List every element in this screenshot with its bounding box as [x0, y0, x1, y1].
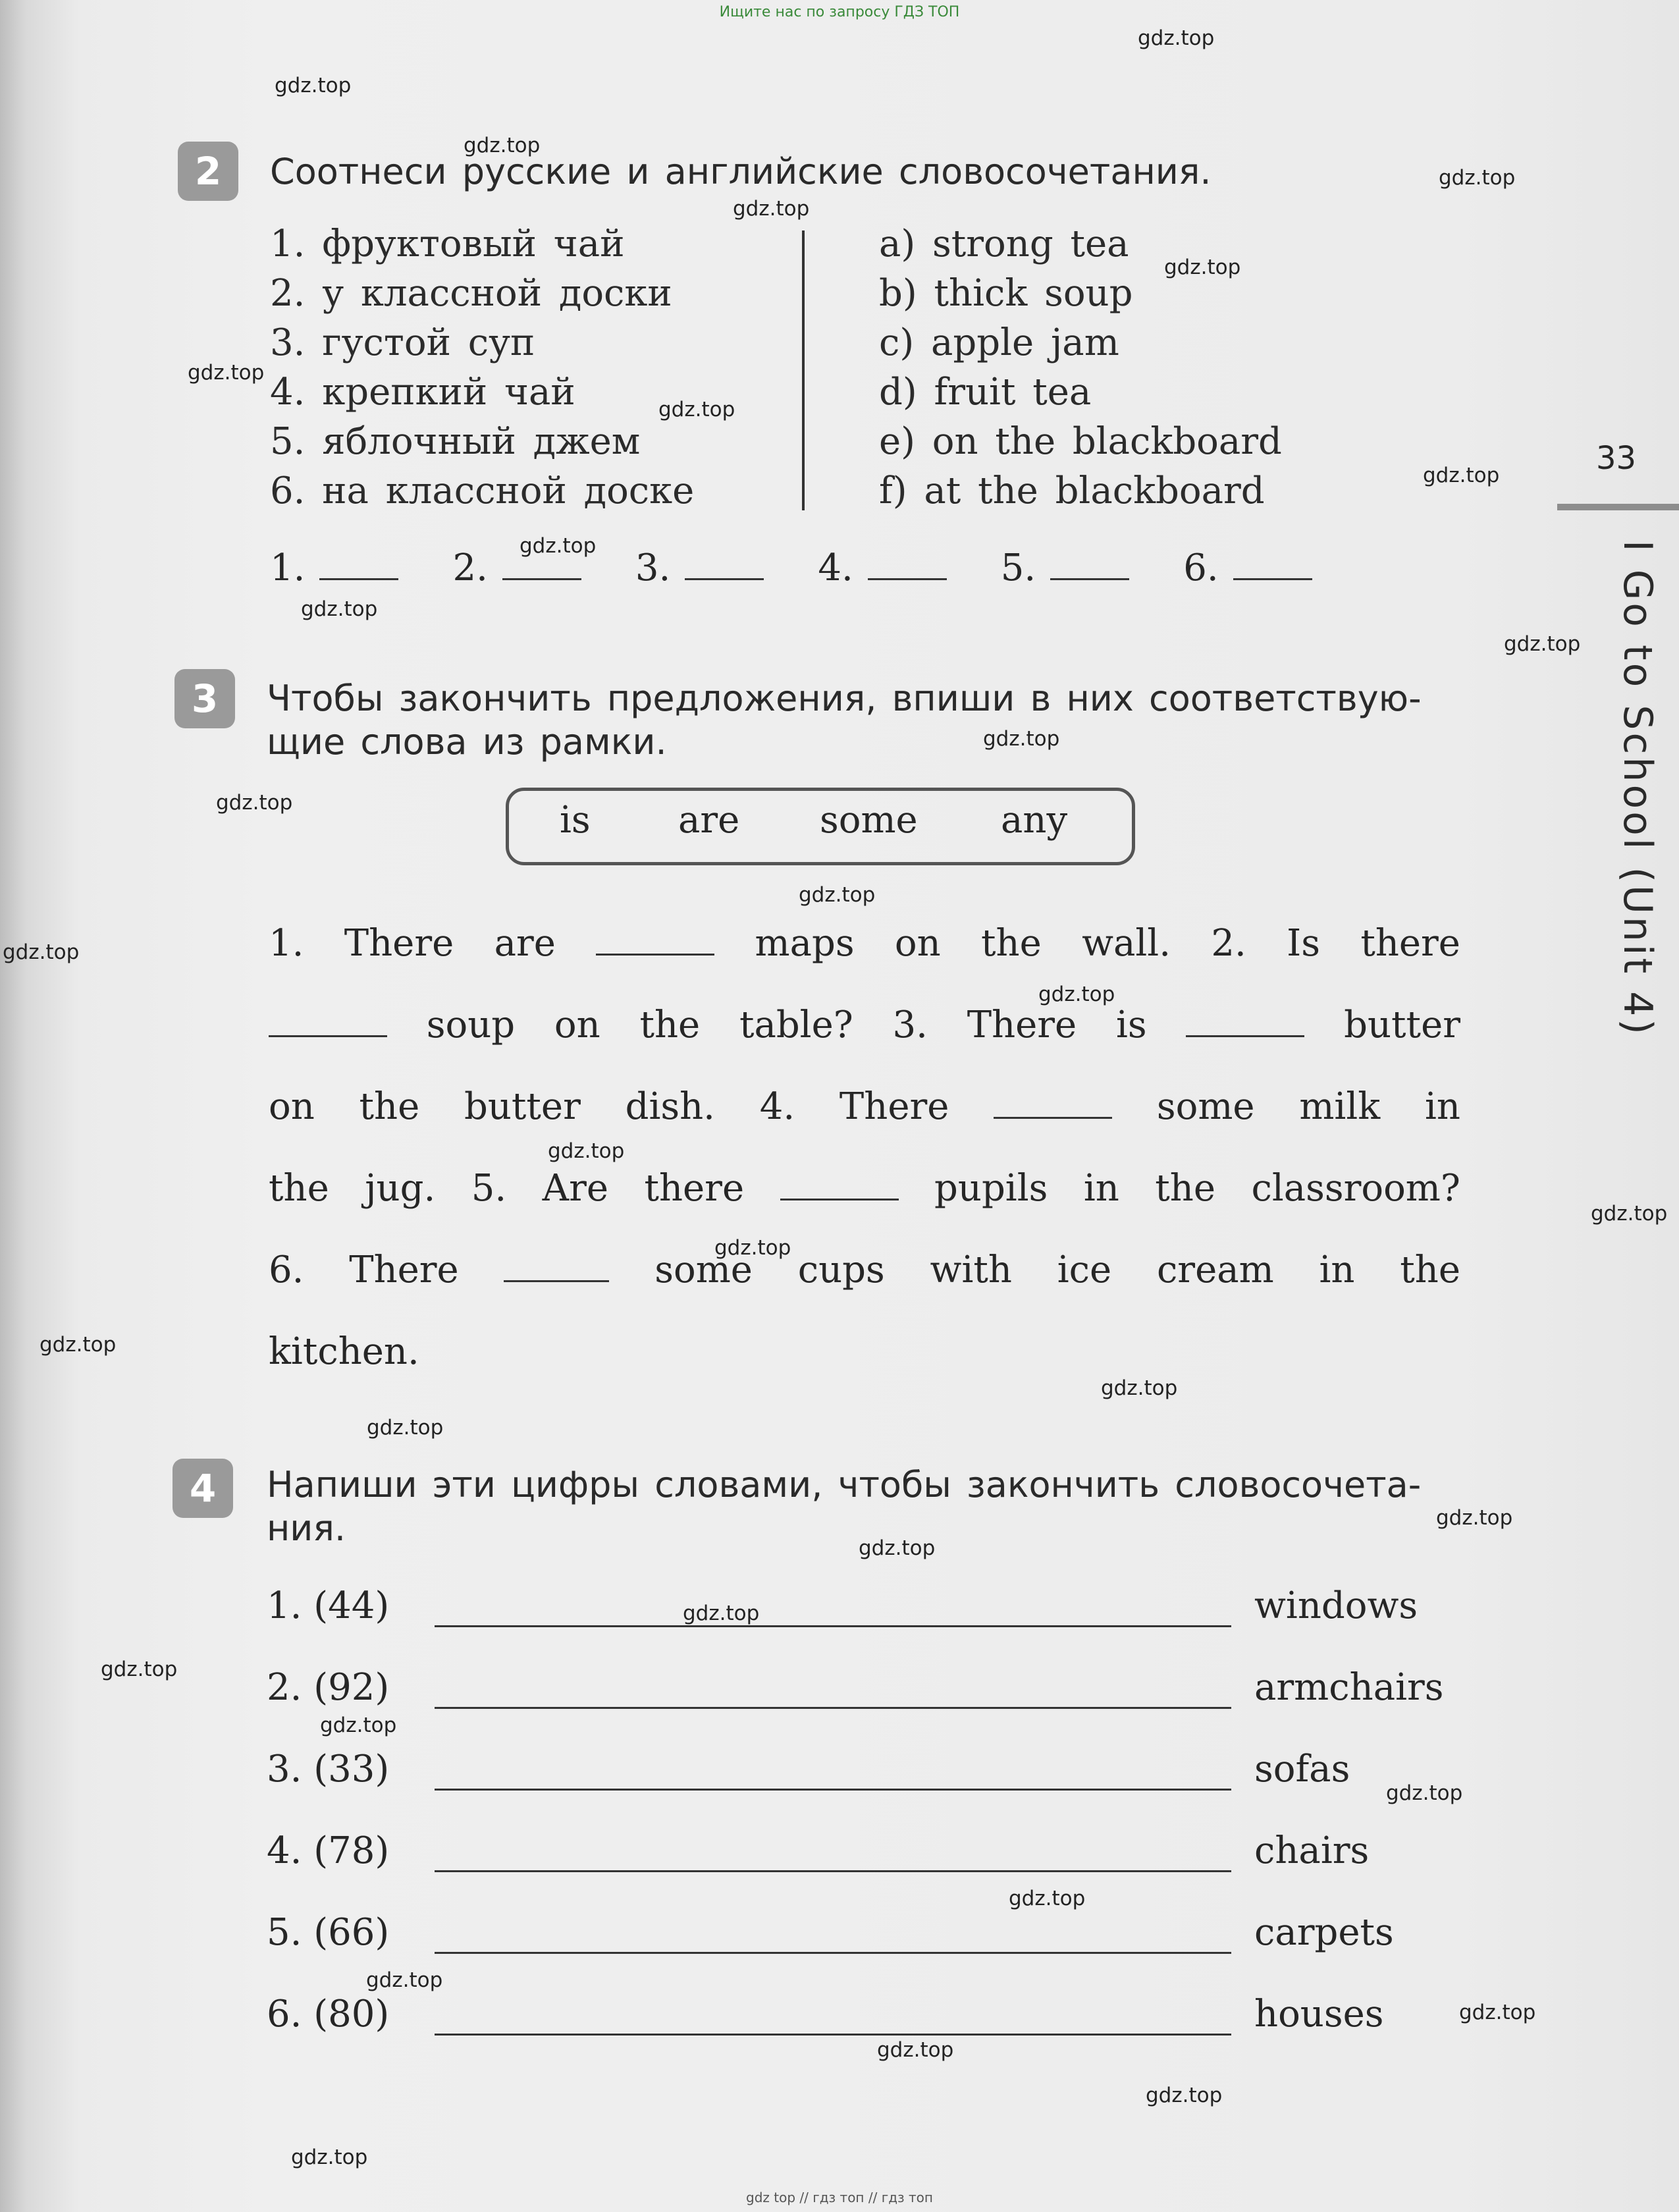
word: table? — [739, 1004, 853, 1046]
watermark: gdz.top — [1439, 166, 1516, 190]
word: is — [1115, 1004, 1147, 1046]
ex3-line-5 — [269, 1249, 1460, 1291]
ex4-item-word: carpets — [1254, 1911, 1394, 1954]
ex2-english-a: a) strong tea — [879, 223, 1129, 265]
word: kitchen. — [269, 1330, 419, 1373]
watermark: gdz.top — [275, 74, 352, 97]
ex4-item-label: 6. (80) — [267, 1993, 390, 2036]
fill-blank[interactable] — [596, 922, 714, 956]
word: butter — [1344, 1004, 1460, 1046]
word: in — [1319, 1249, 1355, 1291]
ex4-item-word: sofas — [1254, 1748, 1350, 1791]
watermark: gdz.top — [1038, 983, 1115, 1006]
watermark: gdz.top — [464, 134, 541, 157]
word: 4. — [759, 1085, 795, 1128]
ex2-russian-6: 6. на классной доске — [270, 470, 695, 512]
word: 1. — [269, 922, 304, 965]
word: are — [494, 922, 556, 965]
watermark: gdz.top — [1164, 256, 1241, 279]
watermark: gdz.top — [714, 1236, 791, 1260]
word-box-item: is — [560, 799, 591, 842]
watermark: gdz.top — [1591, 1202, 1668, 1226]
watermark: gdz.top — [1436, 1506, 1513, 1530]
top-note: Ищите нас по запросу ГДЗ ТОП — [719, 4, 960, 20]
word: the — [1155, 1167, 1215, 1210]
ex3-line-3 — [269, 1085, 1460, 1128]
ex4-answer-line[interactable] — [435, 1625, 1231, 1627]
ex2-english-b: b) thick soup — [879, 272, 1133, 315]
word: some — [1156, 1085, 1255, 1128]
ex4-item-label: 4. (78) — [267, 1829, 390, 1872]
word: some — [654, 1249, 753, 1291]
bottom-note: gdz top // гдз топ // гдз топ — [746, 2190, 933, 2205]
word: 3. — [892, 1004, 928, 1046]
word-box-item: are — [678, 799, 740, 842]
ex3-line-6 — [269, 1330, 1460, 1373]
word: 2. — [1211, 922, 1246, 965]
fill-blank[interactable] — [269, 1004, 387, 1037]
watermark: gdz.top — [683, 1602, 760, 1625]
word: classroom? — [1251, 1167, 1460, 1210]
exercise-3-instruction-line-2: щие слова из рамки. — [267, 721, 667, 763]
word: dish. — [625, 1085, 715, 1128]
ex2-english-e: e) on the blackboard — [879, 420, 1282, 463]
word: wall. — [1082, 922, 1171, 965]
word: on — [554, 1004, 600, 1046]
word: ice — [1057, 1249, 1112, 1291]
ex4-item-word: windows — [1254, 1584, 1418, 1627]
watermark: gdz.top — [366, 1968, 443, 1992]
watermark: gdz.top — [216, 791, 293, 815]
watermark: gdz.top — [367, 1416, 444, 1440]
watermark: gdz.top — [1386, 1781, 1463, 1805]
watermark: gdz.top — [1146, 2084, 1223, 2107]
word: jug. — [365, 1167, 436, 1210]
watermark: gdz.top — [1138, 26, 1215, 50]
exercise-3-badge: 3 — [174, 669, 235, 728]
exercise-4-instruction-line-2: ния. — [267, 1507, 346, 1549]
watermark: gdz.top — [548, 1139, 625, 1163]
word-box-item: any — [1001, 799, 1068, 842]
exercise-4-badge: 4 — [173, 1459, 233, 1518]
ex2-russian-4: 4. крепкий чай — [270, 371, 575, 414]
word: the — [981, 922, 1042, 965]
fill-blank[interactable] — [1186, 1004, 1304, 1037]
word: maps — [755, 922, 855, 965]
ex3-line-1 — [269, 922, 1460, 965]
word: 5. — [471, 1167, 507, 1210]
page-number-bar — [1557, 504, 1679, 510]
word-box-item: some — [820, 799, 918, 842]
ex2-answer-row — [270, 547, 1312, 589]
fill-blank[interactable] — [994, 1085, 1112, 1119]
word: Are — [542, 1167, 608, 1210]
word: with — [930, 1249, 1012, 1291]
answer-blank[interactable] — [319, 547, 398, 580]
answer-blank[interactable] — [1233, 547, 1312, 580]
watermark: gdz.top — [859, 1536, 936, 1560]
column-divider — [802, 230, 805, 510]
watermark: gdz.top — [3, 940, 80, 964]
ex2-english-f: f) at the blackboard — [879, 470, 1265, 512]
watermark: gdz.top — [877, 2038, 954, 2062]
answer-blank[interactable] — [685, 547, 764, 580]
word: cups — [797, 1249, 885, 1291]
word: the — [269, 1167, 329, 1210]
watermark: gdz.top — [658, 398, 735, 421]
ex4-answer-line[interactable] — [435, 1707, 1231, 1709]
ex2-russian-2: 2. у классной доски — [270, 272, 672, 315]
ex3-line-4 — [269, 1167, 1460, 1210]
answer-label: 4. — [818, 547, 853, 589]
watermark: gdz.top — [1459, 2001, 1536, 2024]
word: there — [1360, 922, 1460, 965]
answer-label: 5. — [1000, 547, 1036, 589]
ex3-line-2 — [269, 1004, 1460, 1046]
watermark: gdz.top — [101, 1658, 178, 1681]
word: milk — [1299, 1085, 1381, 1128]
watermark: gdz.top — [40, 1333, 117, 1357]
ex4-item-label: 2. (92) — [267, 1666, 390, 1709]
fill-blank[interactable] — [504, 1249, 609, 1282]
ex4-item-word: houses — [1254, 1993, 1384, 2036]
answer-label: 1. — [270, 547, 306, 589]
ex2-english-c: c) apple jam — [879, 321, 1119, 364]
fill-blank[interactable] — [780, 1167, 899, 1200]
word: There — [344, 922, 454, 965]
word: the — [1400, 1249, 1460, 1291]
exercise-4-instruction-line-1: Напиши эти цифры словами, чтобы закончить словосочета- — [267, 1464, 1422, 1505]
word: in — [1083, 1167, 1119, 1210]
exercise-3-instruction-line-1: Чтобы закончить предложения, впиши в них соответствую- — [267, 678, 1422, 719]
answer-label: 6. — [1183, 547, 1219, 589]
watermark: gdz.top — [188, 361, 265, 385]
watermark: gdz.top — [1504, 632, 1581, 656]
watermark: gdz.top — [301, 597, 378, 621]
watermark: gdz.top — [983, 727, 1060, 751]
ex4-item-label: 5. (66) — [267, 1911, 390, 1954]
exercise-2-badge: 2 — [178, 142, 238, 201]
ex2-russian-1: 1. фруктовый чай — [270, 223, 625, 265]
ex4-answer-line[interactable] — [435, 1789, 1231, 1791]
word: the — [359, 1085, 420, 1128]
watermark: gdz.top — [733, 197, 810, 221]
word: soup — [426, 1004, 516, 1046]
ex4-item-word: chairs — [1254, 1829, 1370, 1872]
watermark: gdz.top — [520, 534, 597, 558]
watermark: gdz.top — [1101, 1376, 1178, 1400]
word: on — [269, 1085, 315, 1128]
word: in — [1424, 1085, 1460, 1128]
watermark: gdz.top — [320, 1713, 397, 1737]
page-number: 33 — [1596, 440, 1637, 477]
ex4-item-label: 3. (33) — [267, 1748, 390, 1791]
ex4-item-label: 1. (44) — [267, 1584, 390, 1627]
ex2-russian-3: 3. густой суп — [270, 321, 535, 364]
ex4-answer-line[interactable] — [435, 1870, 1231, 1872]
word: There — [349, 1249, 459, 1291]
word: pupils — [934, 1167, 1048, 1210]
watermark: gdz.top — [291, 2145, 368, 2169]
word: Is — [1287, 922, 1320, 965]
ex4-answer-line[interactable] — [435, 1952, 1231, 1954]
ex4-item-word: armchairs — [1254, 1666, 1444, 1709]
ex2-english-d: d) fruit tea — [879, 371, 1092, 414]
answer-blank[interactable] — [1050, 547, 1129, 580]
watermark: gdz.top — [1423, 464, 1500, 487]
word: on — [894, 922, 941, 965]
ex2-russian-5: 5. яблочный джем — [270, 420, 641, 463]
watermark: gdz.top — [1009, 1887, 1086, 1910]
word: There — [839, 1085, 949, 1128]
word: the — [639, 1004, 701, 1046]
ex4-answer-line[interactable] — [435, 2034, 1231, 2036]
unit-side-title: I Go to School (Unit 4) — [1614, 540, 1661, 1037]
exercise-2-instruction: Соотнеси русские и английские словосочетания. — [270, 151, 1212, 192]
word: There — [967, 1004, 1077, 1046]
answer-label: 3. — [635, 547, 671, 589]
word: 6. — [269, 1249, 304, 1291]
watermark: gdz.top — [799, 883, 876, 907]
answer-label: 2. — [452, 547, 488, 589]
word: cream — [1156, 1249, 1274, 1291]
word: there — [644, 1167, 745, 1210]
word: butter — [464, 1085, 581, 1128]
answer-blank[interactable] — [868, 547, 947, 580]
